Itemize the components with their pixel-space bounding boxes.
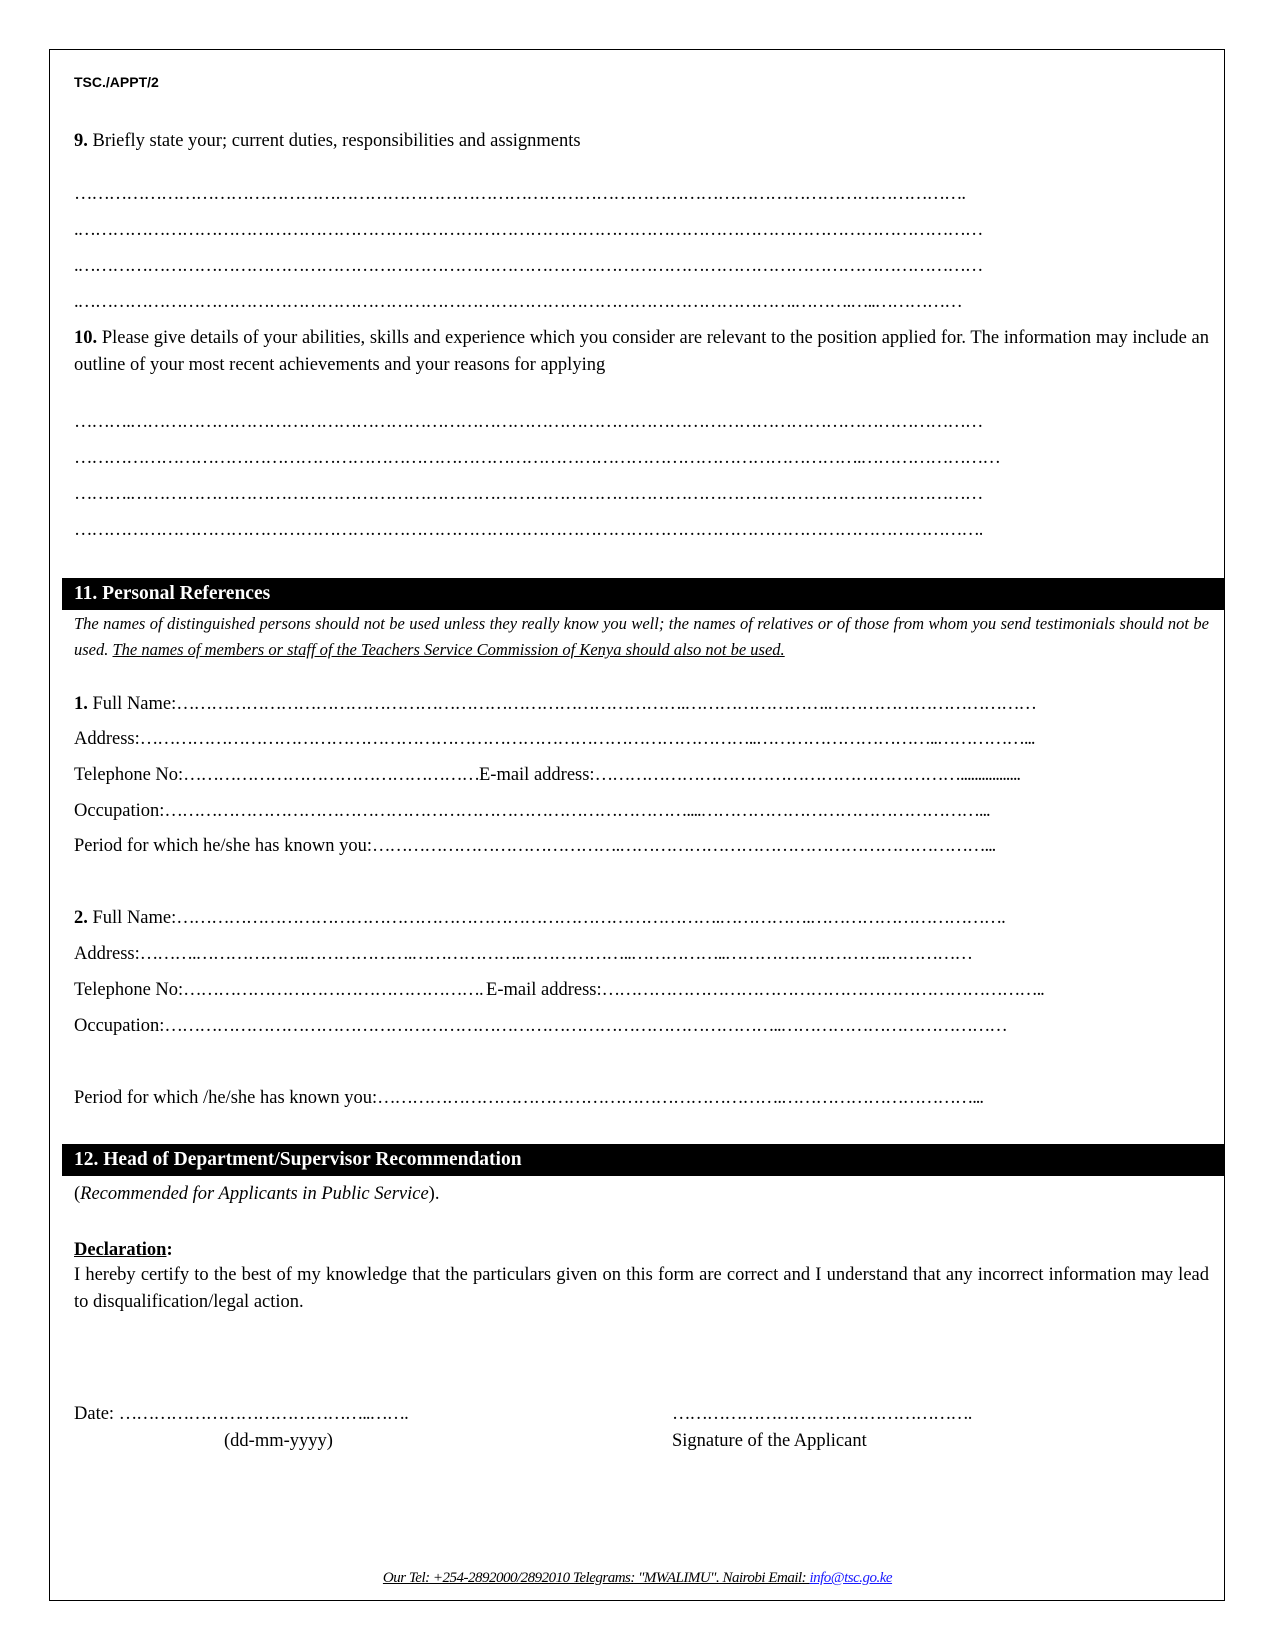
question-10-number: 10. [74,328,98,348]
recommendation-note [74,1183,439,1205]
form-code: TSC./APPT/2 [74,74,159,90]
ref1-occupation-label: Occupation: [74,801,165,821]
ref2-period-field[interactable] [74,1087,1210,1109]
footer-contact [0,1570,1275,1587]
question-10-text: Please give details of your abilities, skills and experience which you consider are relevant to the position applied for. The information may include an outline of your most recent achievements and your reasons for applying [74,328,1209,375]
ref1-occupation-input[interactable]: ………………………………………………………………………………....…………………………………………... [164,801,990,821]
date-label: Date: [74,1404,119,1424]
recommendation-text: Recommended for Applicants in Public Service [80,1184,429,1204]
footer-email-link[interactable]: info@tsc.go.ke [809,1570,893,1586]
ref2-occupation-input[interactable]: ……………………………………………………………………………………………..………………………………… [164,1016,1007,1036]
ref2-number: 2. [74,908,88,928]
ref2-period-input[interactable]: …………………………………………………………….……………………………... [377,1088,983,1108]
answer-10-line-1[interactable]: ……….………………………………………………………………………………………………………………………………… [74,412,983,432]
footer-contact-text: Our Tel: +254-2892000/2892010 Telegrams: "MWALIMU". Nairobi Email: [382,1570,810,1586]
answer-9-line-1[interactable]: ………………………………………………………………………………………………………………………………………. [74,184,965,204]
answer-9-line-4[interactable]: .…………………………………………………………………………………………………………….……….…..…………… [74,292,962,312]
ref2-address-input[interactable]: ……….……………….……………….……………….………………..……………..……………………….…………… [139,944,972,964]
ref1-full-name-field[interactable] [74,693,1210,715]
recommendation-open: ( [74,1184,81,1204]
ref1-period-input[interactable]: …………………………………….………………………………………………………... [372,836,996,856]
ref2-telephone-label: Telephone No: [74,980,184,1000]
answer-9-line-2[interactable]: .………………………………………………………………………………………………………………………………………… [74,220,983,240]
date-input[interactable]: ……………………………………..……. [118,1404,408,1424]
ref1-period-label: Period for which he/she has known you: [74,836,373,856]
declaration-heading-text: Declaration [74,1240,167,1260]
answer-10-line-3[interactable]: ……….………………………………………………………………………………………………………………………………… [74,484,983,504]
section-12-header: 12. Head of Department/Supervisor Recommendation [62,1144,1224,1176]
ref2-full-name-input[interactable]: ………………………………………………………………………………….…………….……………………………. [176,908,1005,928]
ref1-telephone-input[interactable]: …………………………………………… [183,765,479,785]
ref2-address-field[interactable] [74,943,1210,965]
ref2-full-name-label: Full Name: [87,908,177,928]
ref2-period-label: Period for which /he/she has known you: [74,1088,378,1108]
recommendation-close: ). [428,1184,440,1204]
ref1-address-label: Address: [74,729,140,749]
declaration-colon: : [166,1240,173,1260]
ref1-telephone-label: Telephone No: [74,765,184,785]
references-note-text: The names of distinguished persons should not be used unless they really know you well; the names of relatives or of those from whom you send testimonials should not be used. [74,614,1209,659]
date-format-hint: (dd-mm-yyyy) [224,1431,333,1451]
answer-10-line-4[interactable]: …………………………………………………………………………………………………………………………………………. [74,520,983,540]
page-border [49,49,1225,1601]
answer-10-line-2[interactable]: ……………………………………………………………………………………………………………………….…………………… [74,448,1000,468]
answer-9-line-3[interactable]: .………………………………………………………………………………………………………………………………………… [74,256,983,276]
ref2-telephone-input[interactable]: ……………………………………………. [183,980,487,1000]
question-10 [74,325,1209,379]
ref2-full-name-field[interactable] [74,907,1210,929]
ref1-email-input[interactable]: ………………………………………………………................. [594,765,1020,785]
question-9 [74,130,581,152]
declaration-heading [74,1239,173,1261]
ref2-occupation-label: Occupation: [74,1016,165,1036]
ref1-full-name-input[interactable]: …………………………………………………………………………….…………………….……………………………… [176,694,1036,714]
ref1-occupation-field[interactable] [74,800,1210,822]
ref2-contact-field[interactable] [74,979,1210,1001]
signature-input[interactable]: ……………………………………………. [672,1404,972,1424]
ref2-occupation-field[interactable] [74,1015,1210,1037]
ref2-email-input[interactable]: ………………………………………………………………….. [601,980,1044,1000]
ref1-number: 1. [74,694,88,714]
references-note-restriction: The names of members or staff of the Teachers Service Commission of Kenya should also not be used. [112,640,785,659]
ref1-period-field[interactable] [74,835,1210,857]
ref2-address-label: Address: [74,944,140,964]
references-note [74,611,1209,663]
ref1-address-input[interactable]: ……………………………………………………………………………………………..…………………………..……………... [139,729,1035,749]
section-11-header: 11. Personal References [62,578,1224,610]
ref1-contact-field[interactable] [74,764,1210,786]
question-9-text: Briefly state your; current duties, responsibilities and assignments [87,131,581,151]
question-9-number: 9. [74,131,88,151]
ref1-address-field[interactable] [74,728,1210,750]
date-field[interactable] [74,1403,408,1425]
declaration-text: I hereby certify to the best of my knowledge that the particulars given on this form are correct and I understand that any incorrect information may lead to disqualification/legal action. [74,1265,1209,1312]
ref1-full-name-label: Full Name: [87,694,177,714]
ref1-email-label: E-mail address: [478,765,595,785]
ref2-email-label: E-mail address: [486,980,602,1000]
signature-label: Signature of the Applicant [672,1431,867,1451]
